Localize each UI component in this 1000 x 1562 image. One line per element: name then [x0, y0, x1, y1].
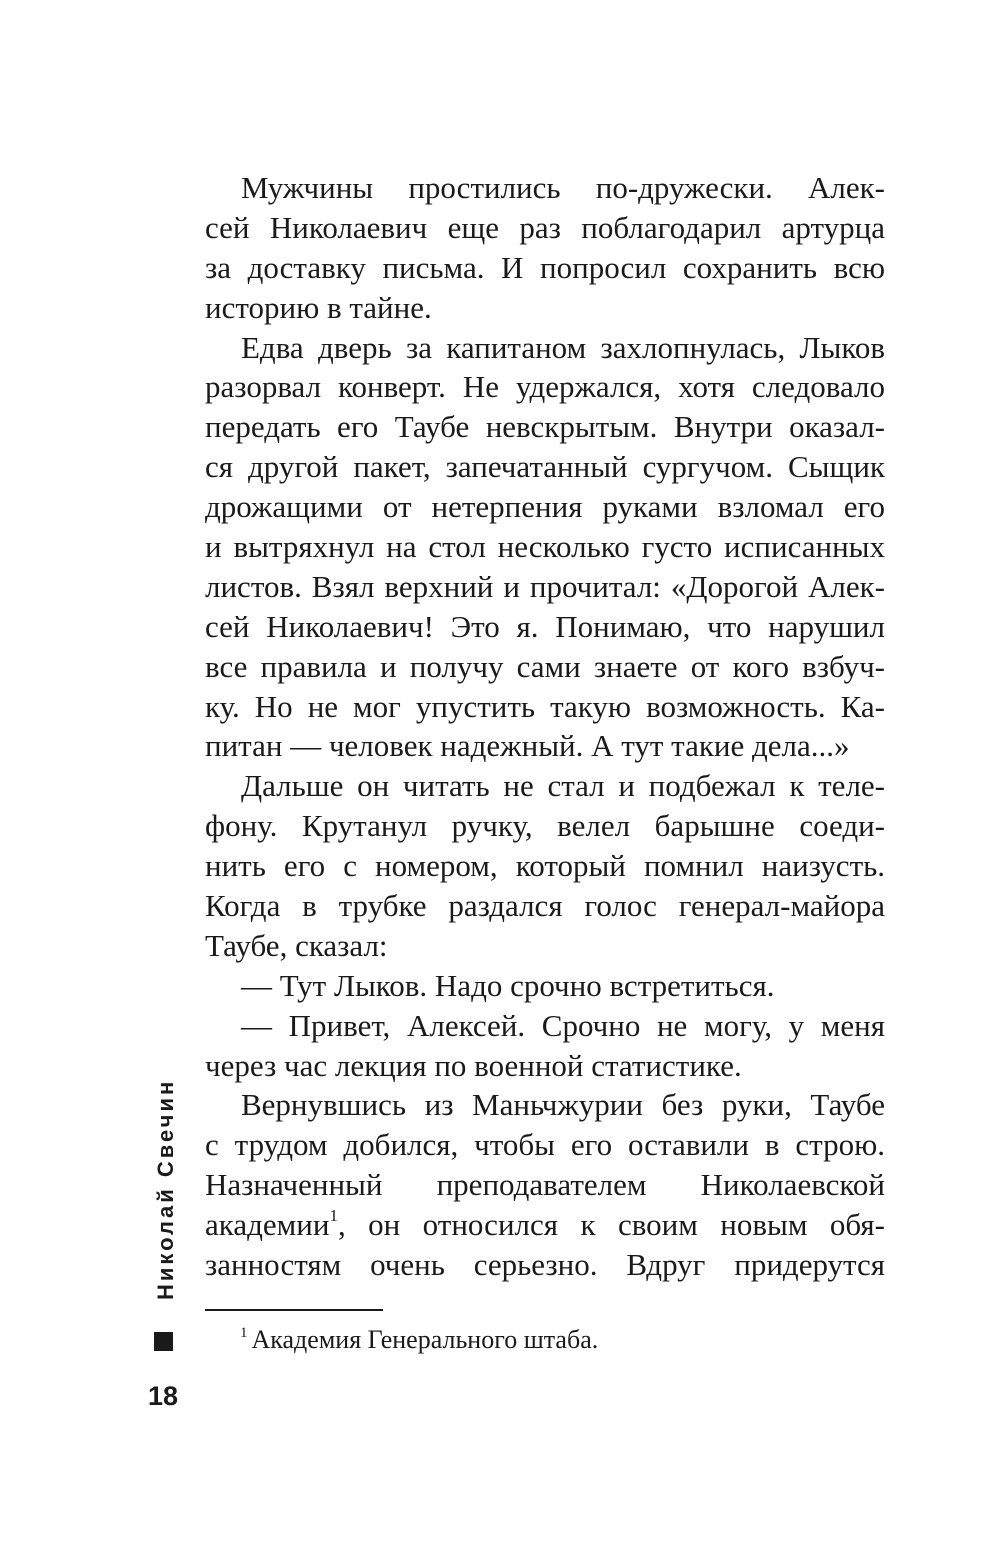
- text-line: все правила и получу сами знаете от кого взбуч-: [205, 648, 885, 684]
- text-line: через час лекция по военной статистике.: [205, 1047, 742, 1083]
- text-line: за доставку письма. И попросил сохранить всю: [205, 249, 885, 285]
- text-line: Таубе, сказал:: [205, 927, 388, 963]
- footnote-reference-line: [205, 1205, 885, 1245]
- text-line: с трудом добился, чтобы его оставили в строю.: [205, 1127, 885, 1163]
- text-line: занностям очень серьезно. Вдруг придерутся: [205, 1247, 885, 1283]
- dialogue-line: — Тут Лыков. Надо срочно встретиться.: [241, 967, 775, 1003]
- footnote-divider: [205, 1309, 383, 1311]
- text-line: передать его Таубе невскрытым. Внутри оказал-: [205, 409, 885, 445]
- text-fragment: , он относился к своим новым обя-: [337, 1207, 885, 1243]
- text-line: сей Николаевич! Это я. Понимаю, что нарушил: [205, 608, 885, 644]
- text-line: фону. Крутанул ручку, велел барышне соеди-: [205, 808, 885, 844]
- body-text: [205, 168, 885, 1285]
- text-line: историю в тайне.: [205, 289, 432, 325]
- dialogue-line: — Привет, Алексей. Срочно не могу, у меня: [241, 1007, 885, 1043]
- footnote-text: Академия Генерального штаба.: [251, 1325, 599, 1354]
- text-line: сей Николаевич еще раз поблагодарил артурца: [205, 209, 885, 245]
- text-line: Назначенный преподавателем Николаевской: [205, 1167, 885, 1203]
- footnote: [240, 1322, 598, 1358]
- text-line: Когда в трубке раздался голос генерал-майора: [205, 888, 885, 924]
- footnote-reference-mark[interactable]: 1: [329, 1206, 338, 1226]
- running-head-author: Николай Свечин: [153, 1078, 178, 1300]
- text-line: ся другой пакет, запечатанный сургучом. Сыщик: [205, 449, 885, 485]
- text-line: нить его с номером, который помнил наизусть.: [205, 848, 885, 884]
- page-number: 18: [148, 1381, 179, 1411]
- text-line: Дальше он читать не стал и подбежал к теле-: [241, 768, 885, 804]
- square-marker-icon: [154, 1332, 173, 1351]
- text-line: и вытряхнул на стол несколько густо исписанных: [205, 529, 885, 565]
- text-line: Вернувшись из Маньчжурии без руки, Таубе: [241, 1087, 885, 1123]
- text-line: Едва дверь за капитаном захлопнулась, Лыков: [241, 329, 885, 365]
- text-line: питан — человек надежный. А тут такие дела...»: [205, 728, 850, 764]
- text-line: дрожащими от нетерпения руками взломал его: [205, 489, 885, 525]
- text-line: Мужчины простились по-дружески. Алек-: [241, 170, 885, 205]
- text-line: ку. Но не мог упустить такую возможность. Ка-: [205, 688, 885, 724]
- text-line: разорвал конверт. Не удержался, хотя следовало: [205, 369, 885, 405]
- text-line: листов. Взял верхний и прочитал: «Дорогой Алек-: [205, 568, 885, 604]
- text-fragment: академии: [205, 1207, 330, 1243]
- footnote-number: 1: [240, 1325, 248, 1341]
